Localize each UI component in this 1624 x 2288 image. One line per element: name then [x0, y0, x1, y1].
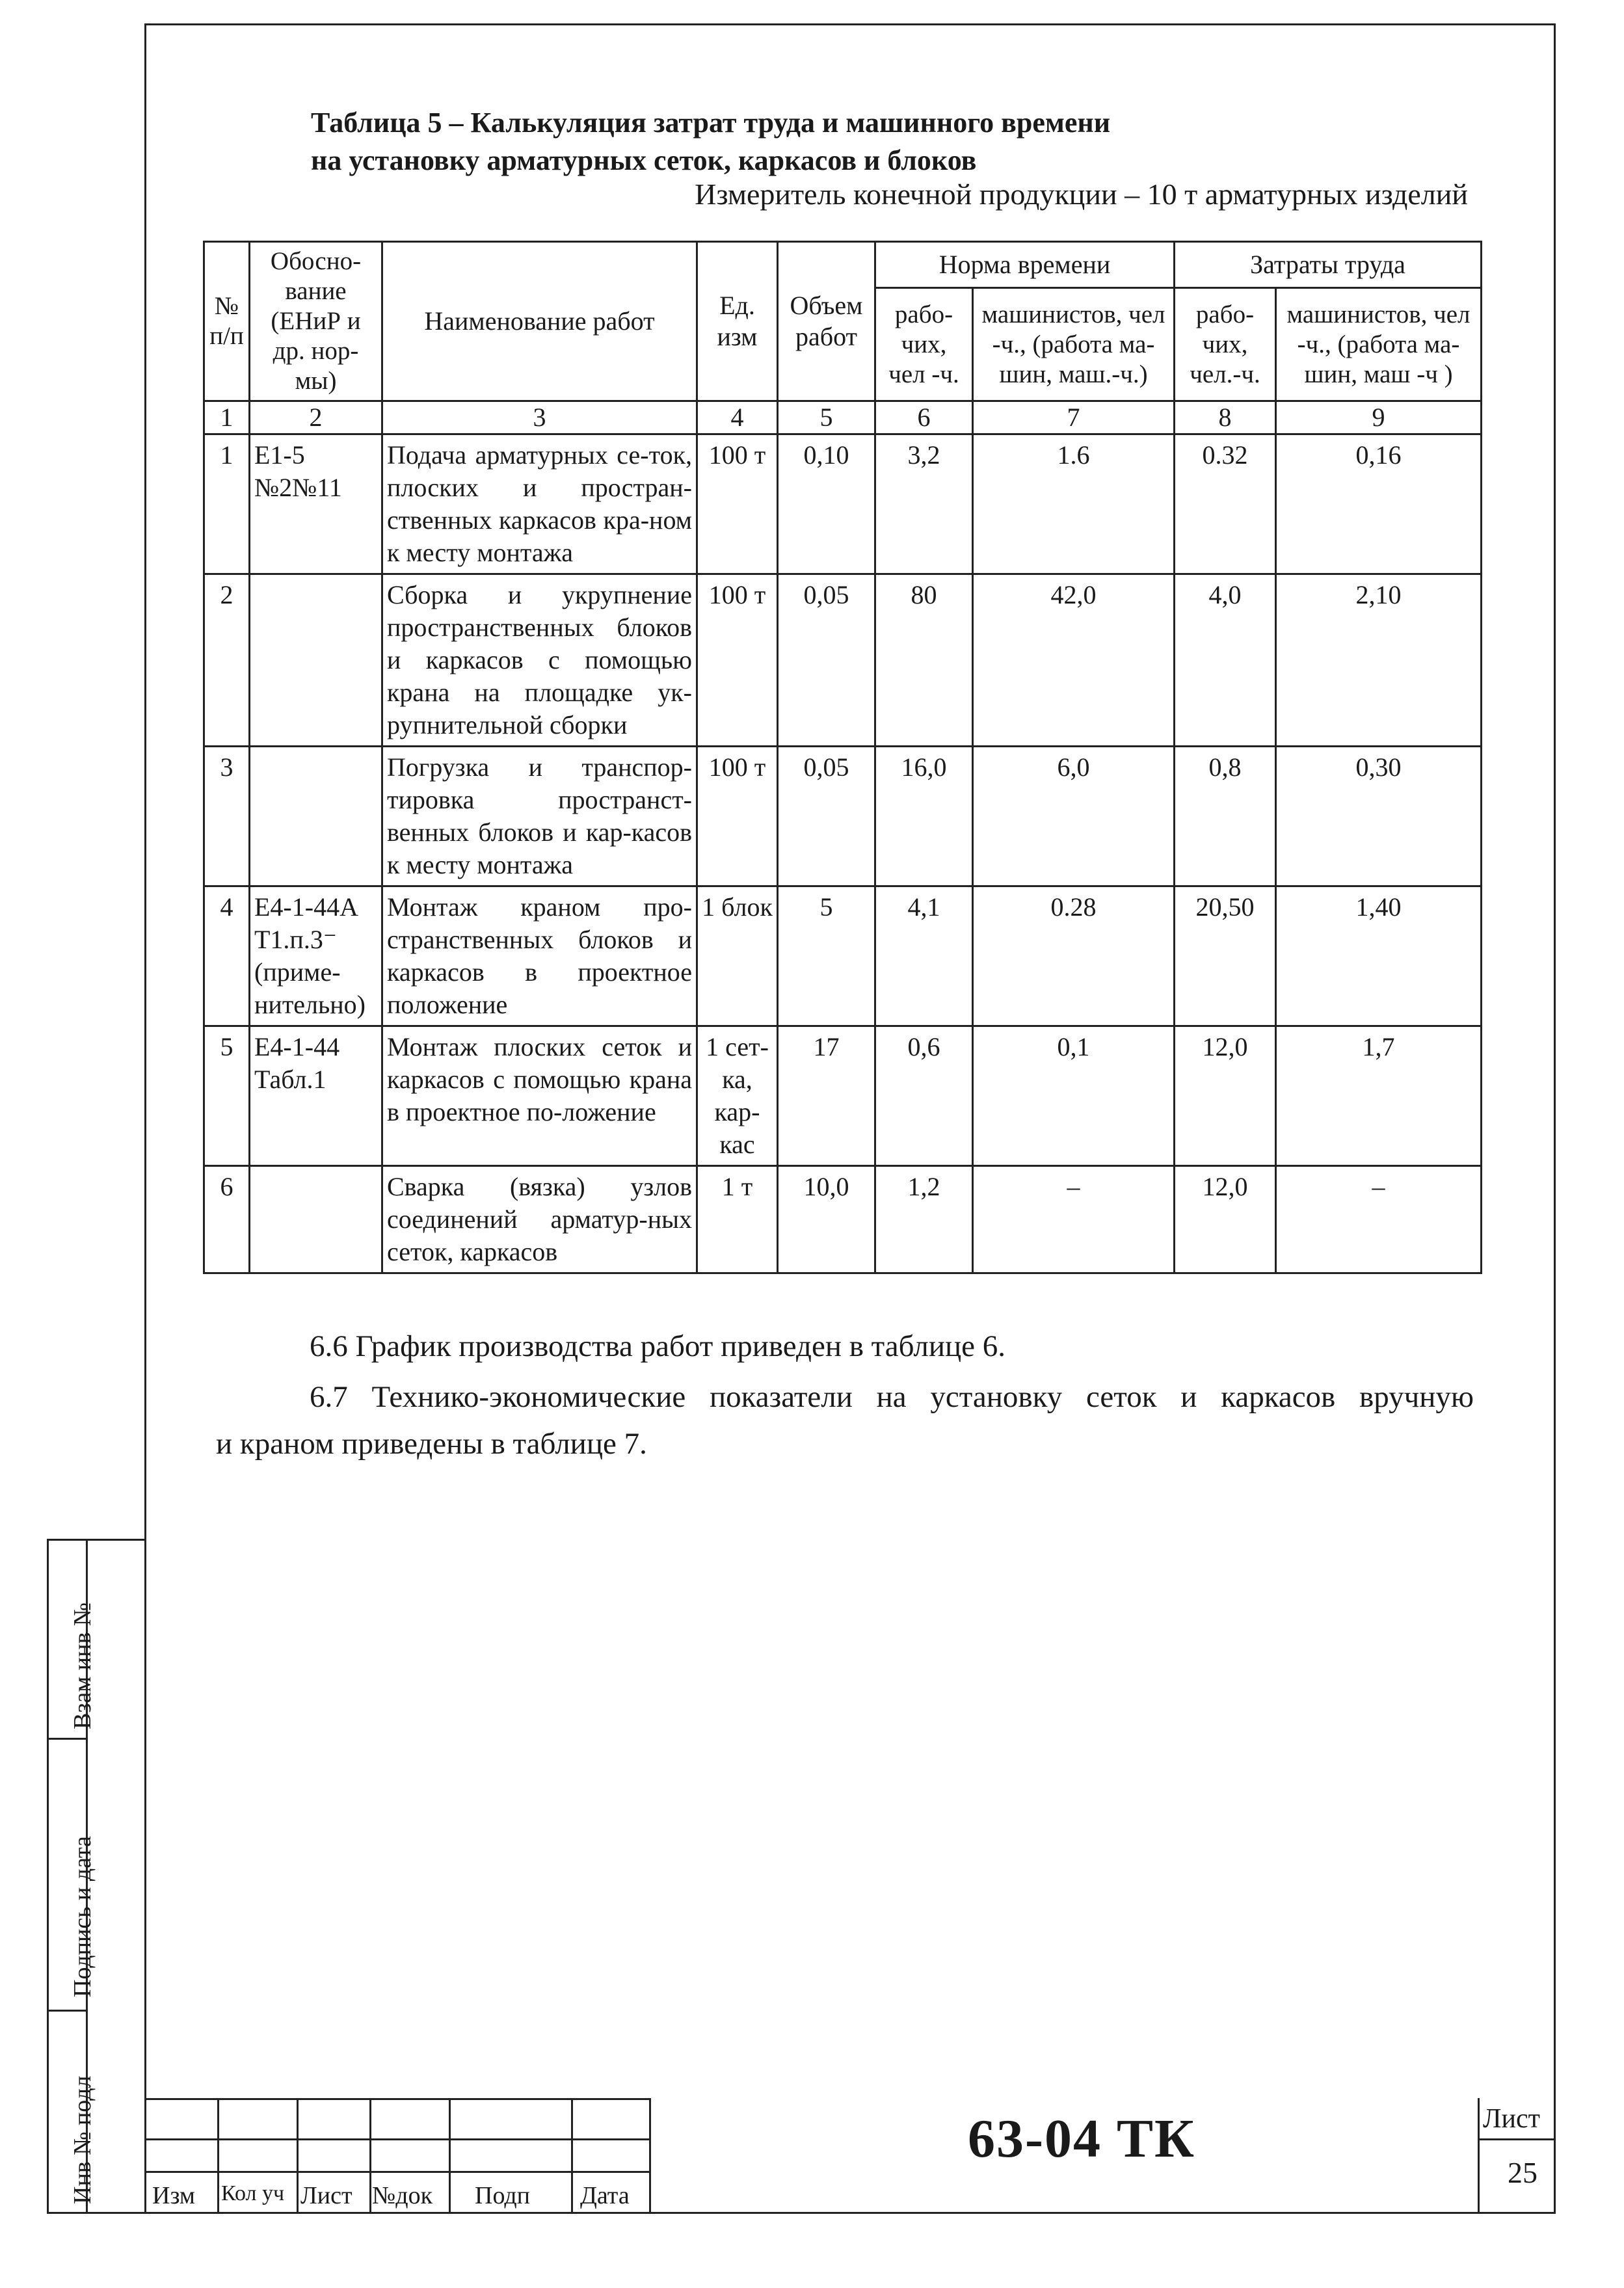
- title-block: [144, 2098, 1556, 2214]
- col-number: 7: [973, 401, 1175, 434]
- cell-norm-workers: 16,0: [875, 747, 973, 886]
- cell-norm-machinists: 0,1: [973, 1026, 1175, 1166]
- header-norm-workers: рабо-чих, чел -ч.: [875, 288, 973, 401]
- document-code: 63-04 ТК: [968, 2108, 1195, 2169]
- paragraph-6-6: 6.6 График производства работ приведен в таблице 6.: [310, 1329, 1006, 1363]
- strip-label-podpis: Подпись и дата: [69, 1835, 96, 1997]
- cell-cost-machinists: 0,30: [1276, 747, 1482, 886]
- cell-name: Сварка (вязка) узлов соединений арматур-ных сеток, каркасов: [382, 1166, 697, 1273]
- cell-norm-machinists: 0.28: [973, 886, 1175, 1026]
- cell-volume: 5: [778, 886, 875, 1026]
- cell-cost-workers: 20,50: [1175, 886, 1276, 1026]
- cell-volume: 0,10: [778, 434, 875, 574]
- col-number: 3: [382, 401, 697, 434]
- stamp-list: Лист: [300, 2182, 353, 2209]
- stamp-data: Дата: [580, 2182, 630, 2209]
- stamp-line: [1478, 2138, 1556, 2140]
- stamp-izm: Изм: [152, 2182, 195, 2209]
- cell-name: Погрузка и транспор-тировка пространст-венных блоков и кар-касов к месту монтажа: [382, 747, 697, 886]
- stamp-line: [144, 2098, 650, 2100]
- header-basis: Обосно-вание (ЕНиР и др. нор-мы): [250, 242, 382, 401]
- cell-norm-machinists: 42,0: [973, 574, 1175, 747]
- header-cost-workers: рабо-чих, чел.-ч.: [1175, 288, 1276, 401]
- stamp-line: [649, 2098, 651, 2214]
- sheet-number: 25: [1508, 2156, 1537, 2189]
- cell-norm-workers: 3,2: [875, 434, 973, 574]
- table-row: [204, 1026, 1482, 1166]
- cell-basis: [250, 747, 382, 886]
- column-number-row: [204, 401, 1482, 434]
- cell-cost-machinists: 1,40: [1276, 886, 1482, 1026]
- cell-volume: 0,05: [778, 574, 875, 747]
- stamp-line: [217, 2098, 219, 2214]
- header-row-1: [204, 242, 1482, 288]
- cell-volume: 17: [778, 1026, 875, 1166]
- col-number: 6: [875, 401, 973, 434]
- stamp-line: [297, 2098, 299, 2214]
- strip-label-vzam: Взам инв №: [69, 1602, 96, 1729]
- table-row: [204, 434, 1482, 574]
- cell-cost-machinists: –: [1276, 1166, 1482, 1273]
- col-number: 9: [1276, 401, 1482, 434]
- cell-cost-machinists: 0,16: [1276, 434, 1482, 574]
- table-row: [204, 574, 1482, 747]
- cell-num: 2: [204, 574, 250, 747]
- cell-unit: 100 т: [697, 574, 778, 747]
- header-volume: Объем работ: [778, 242, 875, 401]
- cell-cost-workers: 0.32: [1175, 434, 1276, 574]
- cell-cost-workers: 4,0: [1175, 574, 1276, 747]
- stamp-line: [571, 2098, 573, 2214]
- strip-cell-inv: [49, 2012, 96, 2216]
- cell-basis: [250, 574, 382, 747]
- header-cost-group: Затраты труда: [1175, 242, 1482, 288]
- header-cost-machinists: машинистов, чел -ч., (работа ма-шин, маш -ч ): [1276, 288, 1482, 401]
- cell-num: 3: [204, 747, 250, 886]
- cell-cost-machinists: 2,10: [1276, 574, 1482, 747]
- paragraph-6-7-cont: и краном приведены в таблице 7.: [216, 1427, 647, 1461]
- cell-num: 1: [204, 434, 250, 574]
- col-number: 5: [778, 401, 875, 434]
- cell-norm-workers: 0,6: [875, 1026, 973, 1166]
- cell-basis: [250, 1166, 382, 1273]
- stamp-line: [449, 2098, 451, 2214]
- cell-cost-workers: 0,8: [1175, 747, 1276, 886]
- strip-cell-vzam: [49, 1541, 96, 1740]
- measure-unit: Измеритель конечной продукции – 10 т арматурных изделий: [695, 178, 1468, 211]
- cell-num: 4: [204, 886, 250, 1026]
- cell-name: Подача арматурных се-ток, плоских и простран-ственных каркасов кра-ном к месту монтажа: [382, 434, 697, 574]
- strip-cell-podpis: [49, 1740, 96, 2012]
- header-name: Наименование работ: [382, 242, 697, 401]
- cell-cost-workers: 12,0: [1175, 1166, 1276, 1273]
- sheet-label: Лист: [1483, 2104, 1540, 2134]
- binding-strip: [47, 1539, 144, 2214]
- cell-unit: 1 сет-ка, кар-кас: [697, 1026, 778, 1166]
- cell-norm-workers: 1,2: [875, 1166, 973, 1273]
- paragraph-6-7: 6.7 Технико-экономические показатели на установку сеток и каркасов вручную: [310, 1380, 1474, 1414]
- cell-num: 6: [204, 1166, 250, 1273]
- cell-volume: 0,05: [778, 747, 875, 886]
- cell-norm-machinists: –: [973, 1166, 1175, 1273]
- cell-unit: 100 т: [697, 434, 778, 574]
- stamp-line: [369, 2098, 371, 2214]
- calculation-table: [203, 241, 1482, 1274]
- stamp-ndok: №док: [372, 2182, 433, 2209]
- stamp-podp: Подп: [475, 2182, 531, 2209]
- table-title: [311, 104, 1110, 180]
- cell-num: 5: [204, 1026, 250, 1166]
- table-row: [204, 1166, 1482, 1273]
- stamp-line: [144, 2138, 650, 2140]
- table-title-line1: Таблица 5 – Калькуляция затрат труда и машинного времени: [311, 107, 1111, 139]
- col-number: 4: [697, 401, 778, 434]
- cell-name: Монтаж краном про-странственных блоков и каркасов в проектное положение: [382, 886, 697, 1026]
- cell-unit: 1 т: [697, 1166, 778, 1273]
- cell-norm-machinists: 6,0: [973, 747, 1175, 886]
- stamp-kol: Кол уч: [221, 2181, 285, 2205]
- strip-label-inv: Инв № подл: [69, 2075, 96, 2204]
- stamp-line: [1478, 2098, 1480, 2214]
- cell-name: Монтаж плоских сеток и каркасов с помощью крана в проектное по-ложение: [382, 1026, 697, 1166]
- cell-cost-machinists: 1,7: [1276, 1026, 1482, 1166]
- cell-name: Сборка и укрупнение пространственных блоков и каркасов с помощью крана на площадке ук-рупнительной сборки: [382, 574, 697, 747]
- col-number: 2: [250, 401, 382, 434]
- header-num: № п/п: [204, 242, 250, 401]
- cell-cost-workers: 12,0: [1175, 1026, 1276, 1166]
- cell-basis: Е1-5 №2№11: [250, 434, 382, 574]
- cell-unit: 1 блок: [697, 886, 778, 1026]
- col-number: 8: [1175, 401, 1276, 434]
- table-row: [204, 886, 1482, 1026]
- cell-norm-machinists: 1.6: [973, 434, 1175, 574]
- cell-basis: Е4-1-44А Т1.п.3⁻ (приме-нительно): [250, 886, 382, 1026]
- header-norm-machinists: машинистов, чел -ч., (работа ма-шин, маш.-ч.): [973, 288, 1175, 401]
- table-row: [204, 747, 1482, 886]
- cell-volume: 10,0: [778, 1166, 875, 1273]
- cell-norm-workers: 4,1: [875, 886, 973, 1026]
- header-unit: Ед. изм: [697, 242, 778, 401]
- cell-norm-workers: 80: [875, 574, 973, 747]
- cell-unit: 100 т: [697, 747, 778, 886]
- cell-basis: Е4-1-44 Табл.1: [250, 1026, 382, 1166]
- stamp-line: [144, 2171, 650, 2173]
- col-number: 1: [204, 401, 250, 434]
- header-norm-group: Норма времени: [875, 242, 1175, 288]
- table-title-line2: на установку арматурных сеток, каркасов и блоков: [311, 144, 977, 176]
